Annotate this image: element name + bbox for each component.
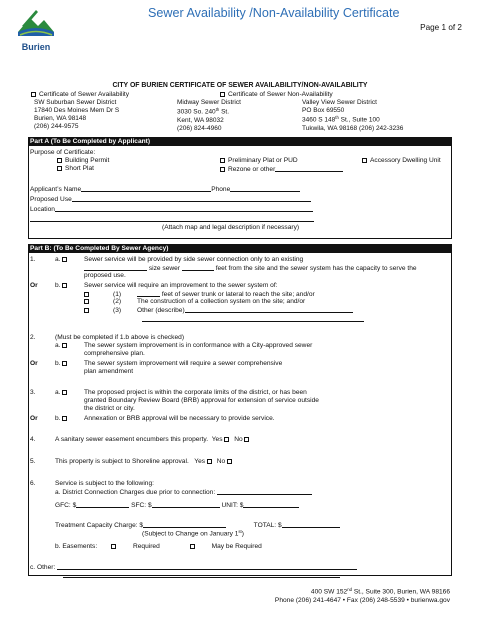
- sfc-label: SFC: $: [131, 502, 152, 509]
- easement-no-checkbox[interactable]: [244, 437, 249, 442]
- district-city: Kent, WA 98032: [177, 116, 224, 124]
- required-label: Required: [133, 543, 160, 550]
- sub-option-3[interactable]: [84, 306, 353, 315]
- district-phone: Tukwila, WA 98168 (206) 242-3236: [302, 124, 404, 132]
- option-building-permit[interactable]: [57, 157, 109, 165]
- certificate-heading: CITY OF BURIEN CERTIFICATE OF SEWER AVAILABILITY/NON-AVAILABILITY: [112, 82, 368, 89]
- item-4-text: A sanitary sewer easement encumbers this property.: [55, 436, 209, 443]
- district-phone: (206) 824-4960: [177, 124, 222, 132]
- label: feet of sewer trunk or lateral to reach the site; and/or: [161, 291, 315, 298]
- proposed-use-row: [30, 195, 311, 204]
- district-phone: (206) 244-9575: [34, 123, 79, 131]
- non-availability-label: Certificate of Sewer Non-Availability: [228, 91, 333, 98]
- easement-may-checkbox[interactable]: [190, 544, 195, 549]
- logo-text: Burien: [21, 42, 51, 53]
- item-2b-marker: [55, 360, 70, 368]
- connection-charges-field[interactable]: [217, 488, 312, 495]
- part-a-header: Part A (To Be Completed by Applicant): [28, 137, 452, 146]
- label: (2): [113, 298, 122, 305]
- tcc-label: Treatment Capacity Charge: $: [55, 522, 144, 529]
- item-2b-text-2: plan amendment: [84, 368, 134, 375]
- item-number: 5.: [30, 458, 36, 465]
- item-1a-line2: [84, 264, 417, 273]
- letter: a.: [55, 389, 61, 396]
- item-2a-text: The sewer system improvement is in conformance with a City-approved sewer: [84, 342, 313, 349]
- sub-option-2[interactable]: [84, 298, 305, 306]
- or-label: Or: [30, 360, 38, 367]
- letter: b.: [55, 360, 61, 367]
- checkbox[interactable]: [62, 257, 67, 262]
- item-1b-marker: [55, 282, 70, 290]
- item-2a-marker: [55, 342, 70, 350]
- district-address: 17840 Des Moines Mem Dr S: [34, 107, 120, 115]
- location-field[interactable]: [55, 205, 313, 212]
- label: The construction of a collection system on the site; and/or: [137, 298, 306, 305]
- page-number: Page 1 of 2: [420, 23, 462, 32]
- address: 400 SW 152: [310, 588, 348, 596]
- option-non-availability[interactable]: [220, 91, 333, 99]
- or-label: Or: [30, 415, 38, 422]
- unit-label: UNIT: $: [221, 502, 244, 509]
- district-address: PO Box 69550: [302, 107, 345, 115]
- shoreline-no-checkbox[interactable]: [227, 459, 232, 464]
- phone-label: Phone: [211, 186, 231, 193]
- item-3a-text-3: the district or city.: [84, 405, 135, 412]
- item-number: 2.: [30, 334, 36, 341]
- item-1b-text: Sewer service will require an improvement to the sewer system of:: [84, 282, 278, 289]
- or-label: Or: [30, 282, 38, 289]
- item-number: 4.: [30, 436, 36, 443]
- checkbox[interactable]: [84, 292, 89, 297]
- district-sw-suburban: [34, 99, 119, 132]
- other-row-2: [63, 571, 340, 580]
- proposed-use-label: Proposed Use: [30, 196, 72, 203]
- gfc-label: GFC: $: [55, 502, 77, 509]
- option-short-plat[interactable]: [57, 165, 94, 173]
- may-required-label: May be Required: [211, 543, 262, 550]
- label: Accessory Dwelling Unit: [370, 157, 441, 164]
- label: Preliminary Plat or PUD: [228, 157, 298, 164]
- non-availability-checkbox[interactable]: [220, 92, 225, 97]
- page-title: Sewer Availability /Non-Availability Certificate: [148, 6, 400, 20]
- letter: b.: [55, 282, 61, 289]
- checkbox[interactable]: [62, 416, 67, 421]
- address-sup: nd: [347, 587, 352, 592]
- availability-label: Certificate of Sewer Availability: [39, 91, 130, 98]
- gfc-field[interactable]: [76, 501, 129, 508]
- option-rezone[interactable]: [220, 165, 343, 174]
- other-field[interactable]: [57, 563, 357, 570]
- no-label: No: [234, 436, 243, 443]
- applicant-field[interactable]: [81, 185, 211, 192]
- note-end: ): [241, 530, 244, 538]
- burien-logo-icon: [16, 6, 56, 38]
- checkbox[interactable]: [62, 390, 67, 395]
- easements-row: [55, 543, 262, 551]
- applicant-row: [30, 185, 300, 194]
- total-label: TOTAL: $: [253, 522, 282, 529]
- other-describe-field[interactable]: [185, 306, 353, 313]
- item-3a-marker: [55, 389, 70, 397]
- other-describe-row-2: [142, 315, 364, 324]
- item-2a-text-2: comprehensive plan.: [84, 350, 145, 357]
- label: Short Plat: [65, 165, 94, 172]
- item-1a-text: Sewer service will be provided by side sewer connection only to an existing: [84, 256, 304, 263]
- district-name: Valley View Sewer District: [302, 99, 377, 106]
- item-1a-marker: [55, 256, 70, 264]
- checkbox[interactable]: [57, 166, 62, 171]
- item-5: [55, 458, 235, 466]
- option-availability[interactable]: [31, 91, 129, 99]
- feet-field[interactable]: [182, 264, 214, 271]
- district-city: Burien, WA 98148: [34, 115, 87, 123]
- item-5-text: This property is subject to Shoreline approval.: [55, 458, 189, 465]
- label: size sewer: [148, 265, 180, 272]
- district-name: SW Suburban Sewer District: [34, 99, 117, 106]
- address-end: St., Suite 300, Burien, WA 98166: [352, 588, 450, 596]
- easement-required-checkbox[interactable]: [111, 544, 116, 549]
- label: (3): [113, 307, 122, 314]
- item-number: 3.: [30, 389, 36, 396]
- note-sup: st: [238, 529, 242, 534]
- no-label: No: [216, 458, 226, 465]
- label: feet from the site and the sewer system has the capacity to serve the: [215, 265, 417, 272]
- footer-address: [311, 587, 450, 597]
- checkbox[interactable]: [362, 158, 367, 163]
- item-2b-text: The sewer system improvement will require a sewer comprehensive: [84, 360, 283, 367]
- letter: b.: [55, 415, 61, 422]
- checkbox[interactable]: [57, 158, 62, 163]
- district-address: 3030 So. 240th St.: [177, 107, 230, 116]
- yes-label: Yes: [194, 458, 206, 465]
- item-3a-text-2: granted Boundary Review Board (BRB) approval for extension of service outside: [84, 397, 319, 404]
- trunk-feet-field[interactable]: [137, 290, 160, 297]
- purpose-label: Purpose of Certificate:: [30, 149, 96, 156]
- availability-checkbox[interactable]: [31, 92, 36, 97]
- location-row-2: [30, 215, 314, 224]
- note: (Subject to Change on January 1: [142, 530, 239, 538]
- label: Rezone or other: [228, 166, 276, 173]
- sfc-field[interactable]: [152, 501, 220, 508]
- burien-logo: [16, 6, 56, 53]
- district-name: Midway Sewer District: [177, 99, 241, 106]
- checkbox[interactable]: [84, 299, 89, 304]
- district-midway: [177, 99, 241, 133]
- checkbox[interactable]: [62, 283, 67, 288]
- item-6a-text: a. District Connection Charges due prior to connection:: [55, 489, 216, 496]
- item-3b-marker: [55, 415, 70, 423]
- tcc-field[interactable]: [143, 521, 226, 528]
- location-label: Location: [30, 206, 55, 213]
- item-6-text: Service is subject to the following:: [55, 480, 154, 487]
- checkbox[interactable]: [62, 343, 67, 348]
- existing-size-field[interactable]: [84, 264, 147, 271]
- other-label: c. Other:: [30, 564, 56, 571]
- easement-yes-checkbox[interactable]: [224, 437, 229, 442]
- easements-label: b. Easements:: [55, 543, 98, 550]
- phone-field[interactable]: [230, 185, 300, 192]
- option-preliminary-plat[interactable]: [220, 157, 298, 165]
- applicant-label: Applicant’s Name: [30, 186, 82, 193]
- part-b-header: Part B: (To Be Completed By Sewer Agency): [28, 244, 452, 253]
- item-3b-text: Annexation or BRB approval will be necessary to provide service.: [84, 415, 275, 422]
- rezone-field[interactable]: [275, 165, 343, 172]
- location-row: [30, 205, 313, 214]
- attach-note: (Attach map and legal description if necessary): [162, 224, 300, 231]
- item-6a: [55, 488, 312, 497]
- item-4: [55, 436, 252, 444]
- checkbox[interactable]: [220, 167, 225, 172]
- item-number: 6.: [30, 480, 36, 487]
- checkbox[interactable]: [220, 158, 225, 163]
- letter: a.: [55, 342, 61, 349]
- location-field-2[interactable]: [30, 215, 314, 222]
- yes-label: Yes: [211, 436, 223, 443]
- other-field-2[interactable]: [63, 571, 340, 578]
- item-1a-text-3: proposed use.: [84, 272, 126, 279]
- other-describe-field-2[interactable]: [142, 315, 364, 322]
- item-3a-text: The proposed project is within the corporate limits of the district, or has been: [84, 389, 307, 396]
- checkbox[interactable]: [62, 361, 67, 366]
- option-adu[interactable]: [362, 157, 441, 165]
- label: Building Permit: [65, 157, 110, 164]
- change-note: [142, 529, 244, 539]
- footer-contact: Phone (206) 241-4647 • Fax (206) 248-5539 • burienwa.gov: [274, 597, 450, 604]
- item-2-text: (Must be completed if 1.b above is checked): [55, 334, 185, 341]
- shoreline-yes-checkbox[interactable]: [207, 459, 212, 464]
- unit-field[interactable]: [243, 501, 299, 508]
- total-field[interactable]: [282, 521, 340, 528]
- checkbox[interactable]: [84, 308, 89, 313]
- letter: a.: [55, 256, 61, 263]
- district-city: 3460 S 148th St., Suite 100: [302, 115, 380, 124]
- fee-row: [55, 501, 299, 510]
- proposed-use-field[interactable]: [72, 195, 311, 202]
- district-valley-view: [302, 99, 403, 133]
- label: (1): [113, 291, 122, 298]
- label: Other (describe): [137, 307, 185, 314]
- item-number: 1.: [30, 256, 36, 263]
